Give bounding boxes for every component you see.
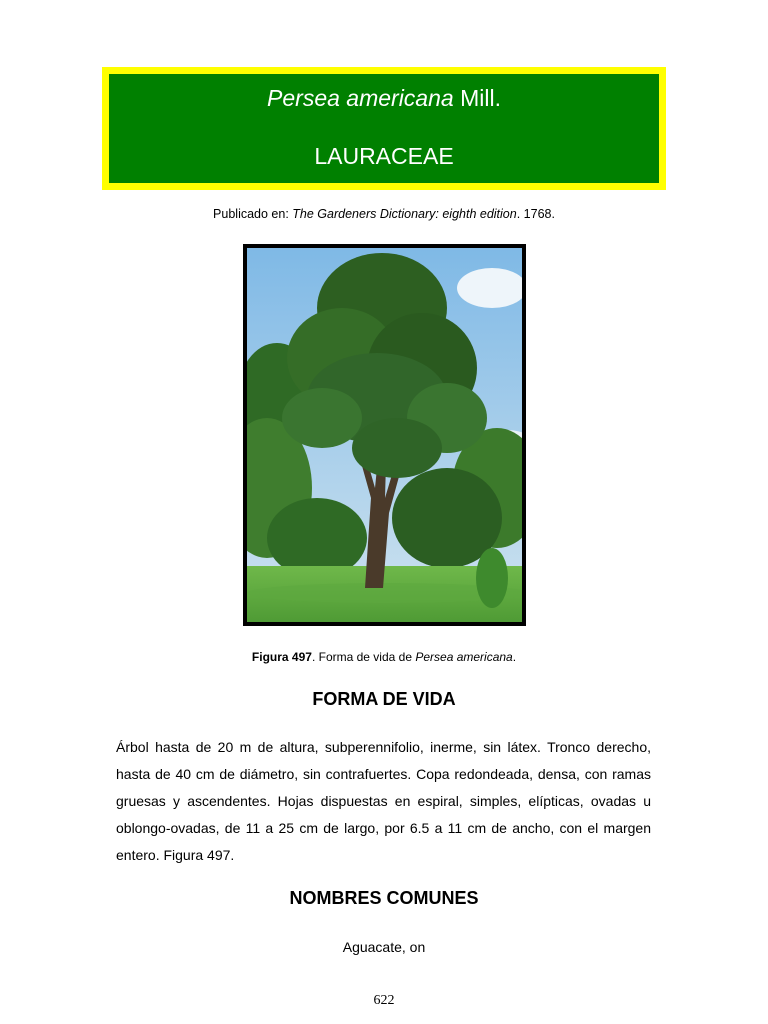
figure-label: Figura 497 <box>251 650 312 664</box>
common-names-heading: NOMBRES COMUNES <box>289 888 479 908</box>
species-title <box>109 82 659 114</box>
life-form-heading: FORMA DE VIDA <box>312 689 456 709</box>
publication-prefix: Publicado en: <box>213 207 293 221</box>
figure-end: . <box>512 650 517 664</box>
figure-text: . Forma de vida de <box>311 650 416 664</box>
publication-work: The Gardeners Dictionary: eighth edition <box>292 207 517 221</box>
life-form-paragraph: Árbol hasta de 20 m de altura, subperennifolio, inerme, sin látex. Tronco derecho, hasta de 40 cm de diámetro, sin contrafuertes. Copa redondeada, densa, con ramas gruesas y ascendentes. Hojas dispuestas en espiral, simples, elípticas, ovadas u oblongo-ovadas, de 11 a 25 cm de largo, por 6.5 a 11 cm de ancho, con el margen entero. Figura 497. <box>116 739 651 863</box>
figure-species: Persea americana <box>415 650 513 664</box>
figure-caption <box>0 648 768 666</box>
publication-year: . 1768. <box>516 207 555 221</box>
species-author: Mill. <box>453 85 501 111</box>
tree-photo <box>243 244 526 626</box>
publication-line <box>0 205 768 223</box>
title-box <box>102 67 666 190</box>
family-title: LAURACEAE <box>314 143 454 169</box>
page-number: 622 <box>373 993 395 1008</box>
species-name: Persea americana <box>267 85 454 111</box>
common-names-text: Aguacate, on <box>342 939 426 955</box>
